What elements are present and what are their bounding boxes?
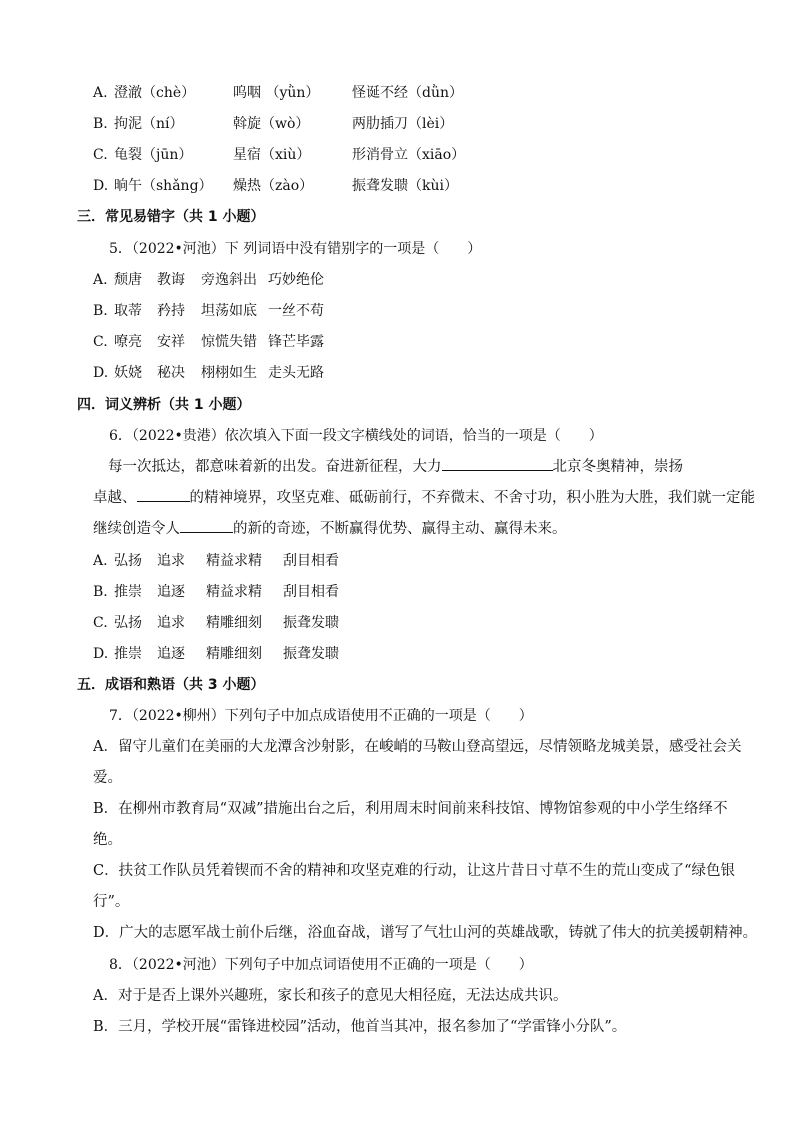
option-row-c [93, 146, 466, 164]
option-row-b [93, 115, 454, 133]
passage-line [93, 520, 567, 538]
passage-text: 北京冬奥精神，崇扬 [552, 459, 683, 475]
word-item: 推崇 [114, 584, 142, 600]
passage-line [93, 489, 755, 507]
question-8: 8．（2022•河池）下列句子中加点词语使用不正确的一项是（ ） [109, 957, 533, 973]
section-heading: 五．成语和熟语（共 3 小题） [77, 677, 265, 693]
question-7: 7．（2022•柳州）下列句子中加点成语使用不正确的一项是（ ） [109, 708, 533, 724]
answer-line: 爱。 [93, 770, 122, 786]
option-letter: A. [93, 272, 108, 288]
passage-text: 的新的奇迹，不断赢得优势、赢得主动、赢得未来。 [233, 521, 567, 537]
word-item: 安祥 [157, 334, 185, 350]
word-item: 追逐 [157, 584, 185, 600]
word-item: 怪诞不经（dǜn） [352, 85, 463, 101]
answer-line: D．广大的志愿军战士前仆后继，浴血奋战，谱写了气壮山河的英雄战歌，铸就了伟大的抗美援朝精神。 [93, 925, 758, 941]
answer-line: 绝。 [93, 832, 122, 848]
option-row-c [93, 333, 324, 351]
option-row-d [93, 364, 324, 382]
word-item: 追求 [157, 615, 185, 631]
option-row-d [93, 177, 458, 195]
word-item: 两肋插刀（lèi） [352, 116, 454, 132]
option-letter: D. [93, 646, 109, 662]
section-heading: 三．常见易错字（共 1 小题） [77, 209, 265, 225]
fill-blank [180, 520, 233, 533]
option-letter: A. [93, 553, 108, 569]
word-item: 精益求精 [206, 553, 262, 569]
answer-line: A．留守儿童们在美丽的大龙潭含沙射影，在峻峭的马鞍山登高望远，尽情领略龙城美景，感受社会关 [93, 739, 742, 755]
word-item: 嘹亮 [114, 334, 142, 350]
word-item: 追求 [157, 553, 185, 569]
option-letter: C. [93, 334, 108, 350]
word-item: 取蒂 [114, 303, 142, 319]
word-item: 栩栩如生 [201, 365, 257, 381]
word-item: 振聋发聩 [283, 615, 339, 631]
answer-line: B．在柳州市教育局“双减”措施出台之后，利用周末时间前来科技馆、博物馆参观的中小学生络绎不 [93, 801, 728, 817]
word-item: 澄澈（chè） [114, 85, 196, 101]
option-row-a [93, 552, 339, 570]
word-item: 燥热（zào） [233, 178, 314, 194]
option-letter: C. [93, 615, 108, 631]
word-item: 拘泥（ní） [114, 116, 184, 132]
word-item: 锋芒毕露 [268, 334, 324, 350]
word-item: 妖娆 [114, 365, 142, 381]
answer-line: A．对于是否上课外兴趣班，家长和孩子的意见大相径庭，无法达成共识。 [93, 988, 568, 1004]
word-item: 一丝不苟 [268, 303, 324, 319]
word-item: 巧妙绝伦 [268, 272, 324, 288]
option-row-d [93, 645, 339, 663]
option-row-c [93, 614, 339, 632]
word-item: 振聋发聩（kùi） [352, 178, 458, 194]
option-letter: A. [93, 85, 108, 101]
answer-line: 行”。 [93, 894, 130, 910]
word-item: 走头无路 [268, 365, 324, 381]
word-item: 推崇 [114, 646, 142, 662]
section-heading: 四．词义辨析（共 1 小题） [77, 397, 251, 413]
word-item: 晌午（shǎng） [114, 178, 213, 194]
word-item: 精雕细刻 [206, 615, 262, 631]
word-item: 弘扬 [114, 553, 142, 569]
passage-text: 继续创造令人 [93, 521, 180, 537]
option-row-b [93, 583, 339, 601]
option-row-b [93, 302, 324, 320]
word-item: 精益求精 [206, 584, 262, 600]
word-item: 斡旋（wò） [233, 116, 310, 132]
word-item: 坦荡如底 [201, 303, 257, 319]
passage-text: 的精神境界，攻坚克难、砥砺前行，不弃微末、不舍寸功，积小胜为大胜，我们就一定能 [189, 490, 755, 506]
word-item: 秘决 [157, 365, 185, 381]
word-item: 教诲 [157, 272, 185, 288]
answer-line: B．三月，学校开展“雷锋进校园”活动，他首当其冲，报名参加了“学雷锋小分队”。 [93, 1019, 627, 1035]
fill-blank [137, 489, 190, 502]
word-item: 刮目相看 [283, 553, 339, 569]
word-item: 呜咽 （yǜn） [233, 85, 320, 101]
word-item: 精雕细刻 [206, 646, 262, 662]
word-item: 龟裂（jūn） [114, 147, 193, 163]
word-item: 弘扬 [114, 615, 142, 631]
word-item: 惊慌失错 [201, 334, 257, 350]
passage-line [108, 458, 683, 476]
option-letter: D. [93, 178, 109, 194]
question-5: 5．（2022•河池）下 列词语中没有错别字的一项是（ ） [109, 241, 482, 257]
option-letter: B. [93, 116, 108, 132]
fill-blank [442, 458, 553, 471]
option-row-a [93, 84, 463, 102]
word-item: 旁逸斜出 [201, 272, 257, 288]
option-row-a [93, 271, 324, 289]
word-item: 追逐 [157, 646, 185, 662]
question-6: 6．（2022•贵港）依次填入下面一段文字横线处的词语，恰当的一项是（ ） [109, 428, 603, 444]
answer-line: C．扶贫工作队员凭着锲而不舍的精神和攻坚克难的行动，让这片昔日寸草不生的荒山变成了“绿色银 [93, 863, 736, 879]
word-item: 形消骨立（xiāo） [352, 147, 466, 163]
word-item: 矜持 [157, 303, 185, 319]
word-item: 刮目相看 [283, 584, 339, 600]
option-letter: C. [93, 147, 108, 163]
word-item: 振聋发聩 [283, 646, 339, 662]
word-item: 颓唐 [114, 272, 142, 288]
option-letter: B. [93, 303, 108, 319]
option-letter: D. [93, 365, 109, 381]
passage-text: 每一次抵达，都意味着新的出发。奋进新征程，大力 [108, 459, 442, 475]
passage-text: 卓越、 [93, 490, 137, 506]
word-item: 星宿（xiù） [233, 147, 311, 163]
option-letter: B. [93, 584, 108, 600]
